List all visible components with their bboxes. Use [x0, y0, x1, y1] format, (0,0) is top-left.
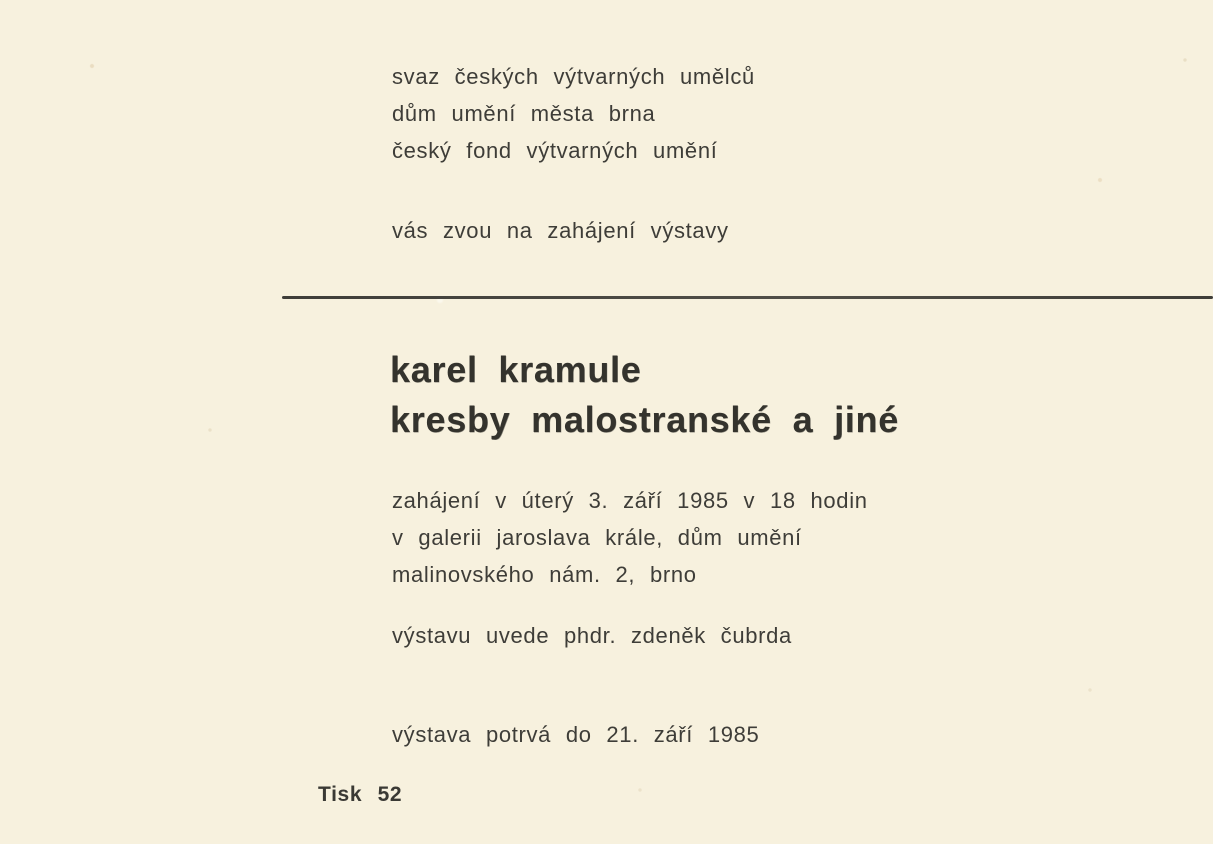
- organizer-line: svaz českých výtvarných umělců: [392, 64, 755, 89]
- event-details-block: [392, 482, 868, 593]
- horizontal-rule: [282, 296, 1213, 299]
- organizer-line: dům umění města brna: [392, 101, 656, 126]
- event-detail-line: malinovského nám. 2, brno: [392, 562, 697, 587]
- organizers-block: [392, 58, 755, 169]
- print-number: Tisk 52: [318, 783, 403, 806]
- organizer-line: český fond výtvarných umění: [392, 138, 718, 163]
- artist-name: karel kramule: [390, 349, 642, 390]
- opening-speaker-line: výstavu uvede phdr. zdeněk čubrda: [392, 623, 792, 648]
- invitation-line: vás zvou na zahájení výstavy: [392, 218, 729, 243]
- exhibition-title: kresby malostranské a jiné: [390, 399, 899, 440]
- exhibition-title-block: [390, 345, 899, 445]
- event-detail-line: v galerii jaroslava krále, dům umění: [392, 525, 802, 550]
- exhibition-duration-line: výstava potrvá do 21. září 1985: [392, 722, 760, 747]
- event-detail-line: zahájení v úterý 3. září 1985 v 18 hodin: [392, 488, 868, 513]
